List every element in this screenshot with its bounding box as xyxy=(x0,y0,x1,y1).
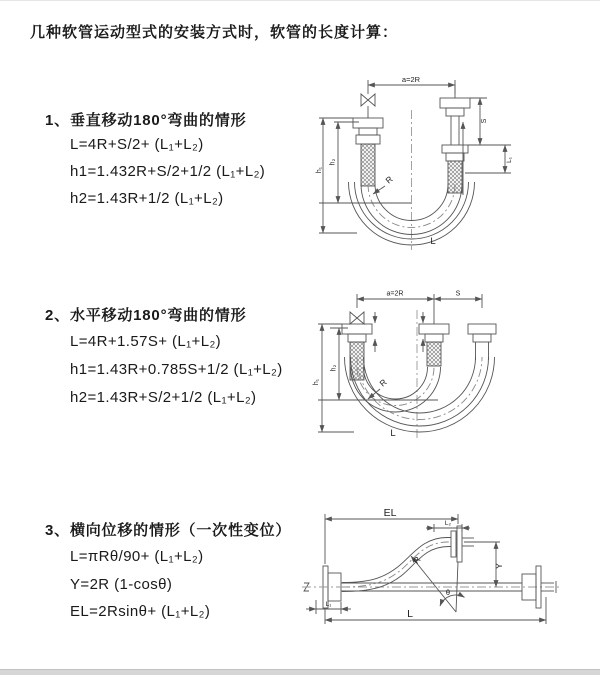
section1-formula-h2: h2=1.43R+1/2 (L₁+L₂) xyxy=(70,190,224,207)
dim-label-a2r: a=2R xyxy=(401,75,421,84)
section2-heading: 2、水平移动180°弯曲的情形 xyxy=(45,307,247,324)
dim-label-l: L xyxy=(407,608,413,620)
section1-heading: 1、垂直移动180°弯曲的情形 xyxy=(45,112,247,129)
dim-label-l1: L₁ xyxy=(506,157,513,163)
dim-label-y: Y xyxy=(494,563,504,569)
dim-label-h2: h₂ xyxy=(329,158,337,166)
dim-label-a2r: a=2R xyxy=(386,290,404,298)
dim-label-h1: h₁ xyxy=(316,166,323,174)
braided-hose-left xyxy=(361,144,375,186)
section3-formula-EL: EL=2Rsinθ+ (L₁+L₂) xyxy=(70,603,211,620)
dim-label-theta: θ xyxy=(445,588,451,597)
section1-formula-h1: h1=1.432R+S/2+1/2 (L₁+L₂) xyxy=(70,163,266,180)
braided-hose-middle xyxy=(427,342,441,366)
section1-formula-L: L=4R+S/2+ (L₁+L₂) xyxy=(70,136,204,153)
dim-label-l1: L₁ xyxy=(325,601,332,608)
valve-icon xyxy=(350,312,364,324)
diagram3-labels xyxy=(326,507,504,620)
section3-heading: 3、横向位移的情形（一次性变位） xyxy=(45,522,292,539)
diagram-lateral-displacement xyxy=(298,502,598,660)
section3-formula-Y: Y=2R (1-cosθ) xyxy=(70,576,173,593)
page-title: 几种软管运动型式的安装方式时，软管的长度计算： xyxy=(30,24,399,41)
dim-label-h1: h₁ xyxy=(313,378,320,386)
section3-formula-L: L=πRθ/90+ (L₁+L₂) xyxy=(70,548,204,565)
diagram-horizontal-180-bend xyxy=(312,282,600,467)
hose-u-linework xyxy=(318,294,496,440)
section2-formula-L: L=4R+1.57S+ (L₁+L₂) xyxy=(70,333,222,350)
dim-label-l2: L₂ xyxy=(444,520,452,527)
dim-label-s: S xyxy=(481,118,488,124)
hose-s-linework xyxy=(302,514,560,624)
valve-icon xyxy=(361,94,375,106)
diagram1-labels xyxy=(316,75,513,247)
section2-formula-h2: h2=1.43R+S/2+1/2 (L₁+L₂) xyxy=(70,389,257,406)
dim-label-l: L xyxy=(390,428,396,439)
section2-formula-h1: h1=1.43R+0.785S+1/2 (L₁+L₂) xyxy=(70,361,283,378)
hose-u-linework xyxy=(319,80,511,250)
page-bottom-edge xyxy=(0,669,600,675)
dim-label-s: S xyxy=(455,290,461,298)
page-top-edge xyxy=(0,0,600,1)
diagram-vertical-180-bend xyxy=(315,70,595,262)
dim-label-h2: h₂ xyxy=(330,364,338,372)
dim-label-l: L xyxy=(430,236,436,247)
dim-label-el: EL xyxy=(383,507,397,519)
dim-label-r: R xyxy=(411,554,423,566)
dim-label-r: R xyxy=(377,376,389,389)
dim-label-r: R xyxy=(383,173,395,186)
